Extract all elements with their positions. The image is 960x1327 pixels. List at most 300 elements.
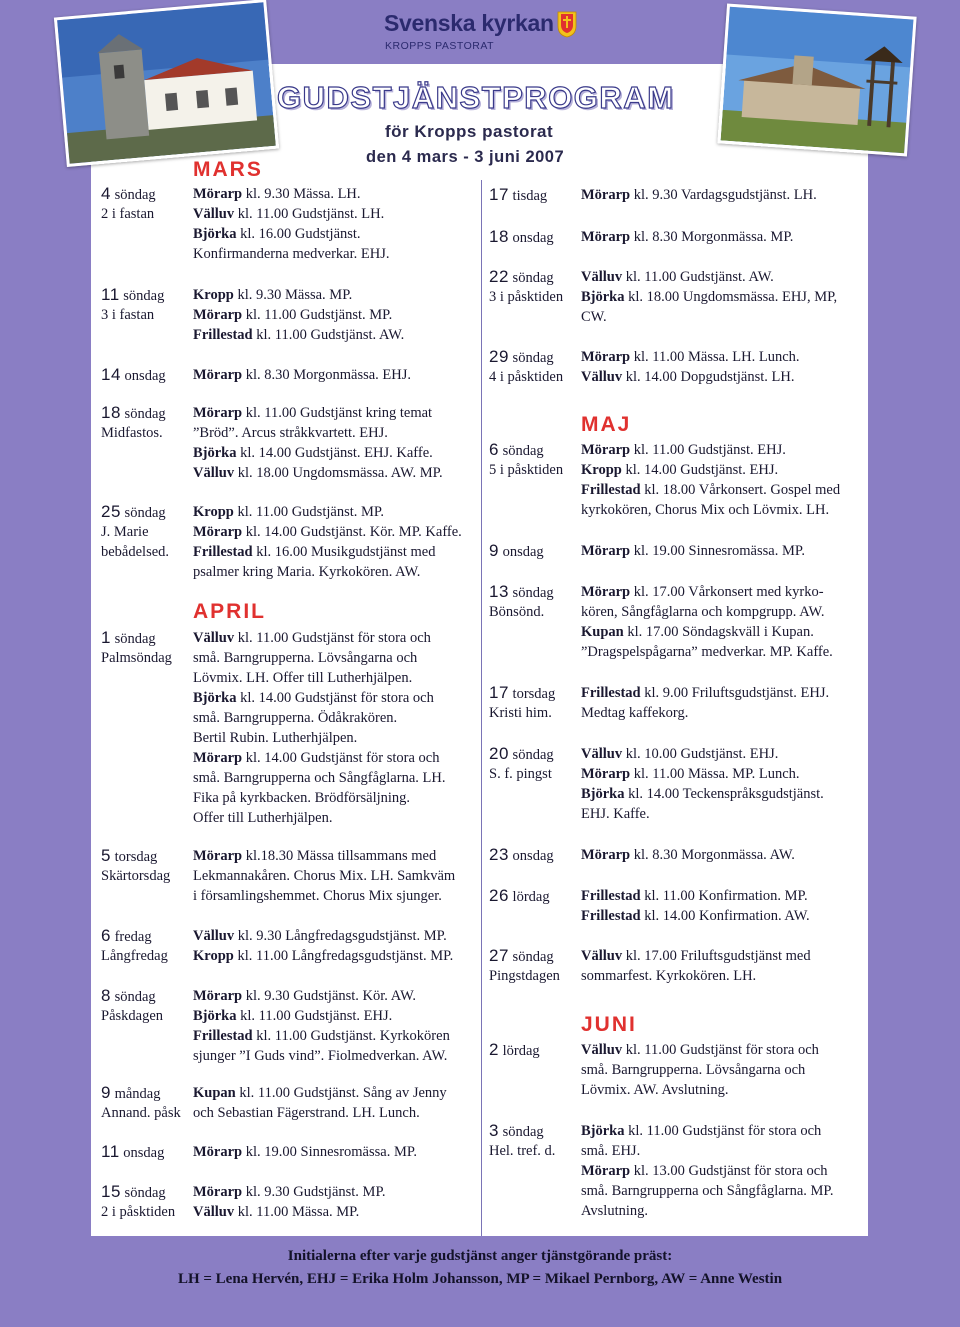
church-name: Mörarp (581, 349, 631, 365)
entry-services (193, 285, 404, 345)
entry-services (193, 365, 411, 385)
church-photo-right (717, 4, 916, 157)
entry-date (489, 1121, 544, 1142)
entry-feast-day: S. f. pingst (489, 766, 552, 782)
entry-date (101, 986, 156, 1007)
entry-feast-day: 2 i fastan (101, 206, 155, 222)
entry-date (101, 1182, 166, 1203)
entry-services (581, 582, 833, 662)
entry-feast-day: Kristi him. (489, 705, 552, 721)
entry-weekday: lördag (498, 1043, 540, 1059)
service-line (581, 845, 795, 865)
entry-services (193, 403, 443, 483)
service-details: sommarfest. Kyrkokören. LH. (581, 968, 757, 984)
entry-date (489, 541, 544, 562)
church-name: Björka (581, 1123, 625, 1139)
entry-day-number: 20 (489, 744, 509, 763)
entry-services (193, 1142, 417, 1162)
service-line (193, 768, 445, 788)
service-line (581, 784, 824, 804)
service-details: kl. 14.00 Teckenspråksgudstjänst. (624, 786, 824, 802)
church-name: Mörarp (581, 584, 631, 600)
service-details: Medtag kaffekorg. (581, 705, 689, 721)
entry-services (581, 845, 795, 865)
service-line (581, 307, 837, 327)
entry-date (101, 1142, 164, 1163)
service-details: ”Dragspelspågarna” medverkar. MP. Kaffe. (581, 644, 833, 660)
entry-date (489, 744, 554, 765)
service-line (193, 224, 390, 244)
entry-day-number: 9 (101, 1083, 111, 1102)
service-details: kl. 9.30 Vardagsgudstjänst. LH. (630, 187, 817, 203)
entry-weekday: söndag (120, 505, 166, 521)
service-details: kl. 18.00 Ungdomsmässa. EHJ, MP, (624, 289, 838, 305)
entry-day-number: 26 (489, 886, 509, 905)
entry-feast-day: bebådelsed. (101, 544, 170, 560)
service-details: kl. 10.00 Gudstjänst. EHJ. (622, 746, 779, 762)
service-line (581, 1121, 833, 1141)
service-line (581, 541, 805, 561)
entry-services (581, 227, 793, 247)
page-subtitle: för Kropps pastorat (385, 122, 554, 141)
entry-weekday: onsdag (498, 544, 544, 560)
church-name: Frillestad (581, 482, 641, 498)
entry-day-number: 29 (489, 347, 509, 366)
service-details: kl. 9.30 Gudstjänst. MP. (242, 1184, 386, 1200)
entry-feast-day: Skärtorsdag (101, 868, 171, 884)
service-line (193, 184, 390, 204)
service-line (581, 1040, 819, 1060)
entry-weekday: söndag (110, 989, 156, 1005)
service-line (193, 325, 404, 345)
service-details: kl. 8.30 Morgonmässa. EHJ. (242, 367, 412, 383)
service-line (581, 642, 833, 662)
entry-weekday: söndag (498, 1124, 544, 1140)
entry-date (101, 184, 156, 205)
service-details: kl. 11.00 Mässa. MP. (234, 1204, 360, 1220)
church-name: Frillestad (581, 888, 641, 904)
entry-feast-day: 2 i påsktiden (101, 1204, 176, 1220)
entry-day-number: 17 (489, 683, 509, 702)
service-details: ”Bröd”. Arcus stråkkvartett. EHJ. (193, 425, 388, 441)
service-details: kl. 11.00 Gudstjänst. AW. (622, 269, 774, 285)
service-line (193, 688, 445, 708)
service-details: Lövmix. AW. Avslutning. (581, 1082, 729, 1098)
service-details: kl. 18.00 Ungdomsmässa. AW. MP. (234, 465, 443, 481)
entry-feast-day: 5 i påsktiden (489, 462, 564, 478)
service-details: kl. 9.30 Mässa. MP. (233, 287, 353, 303)
service-line (193, 926, 453, 946)
church-name: Mörarp (193, 848, 243, 864)
service-details: kl. 11.00 Gudstjänst. LH. (234, 206, 385, 222)
entry-day-number: 1 (101, 628, 111, 647)
church-name: Mörarp (193, 750, 243, 766)
service-line (193, 708, 445, 728)
church-name: Välluv (193, 1204, 235, 1220)
service-details: Konfirmanderna medverkar. EHJ. (193, 246, 390, 262)
service-line (581, 683, 829, 703)
service-line (581, 946, 811, 966)
month-heading-mars: MARS (193, 158, 263, 181)
service-details: kl. 16.00 Musikgudstjänst med (252, 544, 436, 560)
entry-services (193, 846, 455, 906)
entry-date (489, 347, 554, 368)
service-line (581, 367, 800, 387)
service-details: sjunger ”I Guds vind”. Fiolmedverkan. AW. (193, 1048, 448, 1064)
entry-services (581, 744, 824, 824)
service-details: kl. 11.00 Gudstjänst. AW. (252, 327, 405, 343)
entry-date (489, 845, 554, 866)
service-details: Bertil Rubin. Lutherhjälpen. (193, 730, 358, 746)
church-photo-left (54, 0, 279, 167)
service-line (193, 808, 445, 828)
entry-date (489, 440, 544, 461)
entry-weekday: tisdag (508, 188, 548, 204)
church-name: Mörarp (193, 1184, 243, 1200)
service-line (193, 668, 445, 688)
service-details: kl. 11.00 Gudstjänst. MP. (233, 504, 384, 520)
service-details: kl. 11.00 Gudstjänst kring temat (242, 405, 433, 421)
service-details: små. Barngrupperna. Lövsångarna och (581, 1062, 806, 1078)
service-line (581, 1201, 833, 1221)
month-heading-juni: JUNI (581, 1013, 637, 1036)
entry-weekday: söndag (508, 350, 554, 366)
service-line (193, 648, 445, 668)
service-details: Fika på kyrkbacken. Brödförsäljning. (193, 790, 411, 806)
service-details: kl. 11.00 Mässa. MP. Lunch. (630, 766, 800, 782)
church-name: Mörarp (193, 367, 243, 383)
service-details: kl. 14.00 Gudstjänst. Kör. MP. Kaffe. (242, 524, 462, 540)
service-details: kl. 17.00 Vårkonsert med kyrko- (630, 584, 824, 600)
entry-day-number: 6 (101, 926, 111, 945)
service-details: kl. 9.30 Mässa. LH. (242, 186, 361, 202)
entry-feast-day: Annand. påsk (101, 1105, 181, 1121)
entry-day-number: 5 (101, 846, 111, 865)
church-name: Kupan (193, 1085, 236, 1101)
service-line (581, 602, 833, 622)
service-line (581, 1141, 833, 1161)
entry-date (101, 1083, 161, 1104)
entry-day-number: 15 (101, 1182, 121, 1201)
entry-feast-day: Palmsöndag (101, 650, 172, 666)
entry-services (193, 1083, 447, 1123)
entry-weekday: söndag (508, 747, 554, 763)
service-details: kl. 14.00 Gudstjänst. EHJ. (621, 462, 779, 478)
service-details: kl. 9.00 Friluftsgudstjänst. EHJ. (640, 685, 830, 701)
service-line (193, 788, 445, 808)
service-line (581, 703, 829, 723)
entry-services (193, 1182, 386, 1222)
church-name: Välluv (581, 269, 623, 285)
entry-feast-day: 3 i påsktiden (489, 289, 564, 305)
entry-services (581, 1121, 833, 1221)
service-line (581, 500, 840, 520)
entry-date (101, 285, 164, 306)
service-details: kl. 11.00 Gudstjänst. MP. (242, 307, 393, 323)
entry-date (489, 267, 554, 288)
entry-feast-day: J. Marie (101, 524, 149, 540)
entry-services (193, 986, 450, 1066)
service-line (581, 1161, 833, 1181)
entry-day-number: 13 (489, 582, 509, 601)
entry-services (581, 185, 817, 205)
entry-feast-day: Pingstdagen (489, 968, 560, 984)
entry-date (489, 946, 554, 967)
service-line (581, 906, 810, 926)
church-name: Mörarp (581, 847, 631, 863)
church-name: Välluv (193, 928, 235, 944)
service-line (581, 480, 840, 500)
service-details: kl. 11.00 Konfirmation. MP. (640, 888, 808, 904)
service-line (193, 403, 443, 423)
service-details: kl. 19.00 Sinnesromässa. MP. (630, 543, 805, 559)
entry-feast-day: Midfastos. (101, 425, 163, 441)
entry-day-number: 11 (101, 285, 120, 304)
service-details: kl. 9.30 Gudstjänst. Kör. AW. (242, 988, 417, 1004)
entry-day-number: 6 (489, 440, 499, 459)
church-crest-icon (557, 11, 577, 38)
church-name: Välluv (193, 465, 235, 481)
service-line (581, 886, 810, 906)
service-line (193, 1046, 450, 1066)
service-line (193, 423, 443, 443)
service-details: kl. 11.00 Gudstjänst för stora och (234, 630, 431, 646)
entry-date (101, 403, 166, 424)
brand-subtitle: KROPPS PASTORAT (385, 40, 495, 52)
entry-services (193, 628, 445, 828)
service-details: kl. 17.00 Söndagskväll i Kupan. (623, 624, 814, 640)
church-name: Kropp (193, 287, 234, 303)
service-details: kl. 11.00 Gudstjänst. Sång av Jenny (235, 1085, 447, 1101)
entry-date (101, 628, 156, 649)
service-details: EHJ. Kaffe. (581, 806, 650, 822)
service-details: kl. 9.30 Långfredagsgudstjänst. MP. (234, 928, 447, 944)
entry-feast-day: Hel. tref. d. (489, 1143, 556, 1159)
entry-day-number: 18 (101, 403, 121, 422)
church-name: Frillestad (193, 1028, 253, 1044)
service-details: kören, Sångfåglarna och kompgrupp. AW. (581, 604, 825, 620)
entry-weekday: onsdag (120, 368, 166, 384)
service-line (193, 1026, 450, 1046)
entry-weekday: söndag (508, 949, 554, 965)
service-line (581, 966, 811, 986)
church-name: Välluv (581, 948, 623, 964)
church-name: Björka (193, 226, 237, 242)
church-name: Frillestad (581, 685, 641, 701)
svenska-kyrkan-logo (384, 10, 584, 54)
entry-feast-day: 4 i påsktiden (489, 369, 564, 385)
service-line (193, 1103, 447, 1123)
service-line (581, 764, 824, 784)
service-line (193, 1182, 386, 1202)
service-details: kl. 11.00 Gudstjänst för stora och (622, 1042, 819, 1058)
service-details: kyrkokören, Chorus Mix och Lövmix. LH. (581, 502, 830, 518)
service-line (581, 440, 840, 460)
service-line (581, 460, 840, 480)
church-name: Mörarp (581, 229, 631, 245)
service-details: kl. 11.00 Mässa. LH. Lunch. (630, 349, 800, 365)
service-line (193, 886, 455, 906)
service-line (193, 522, 462, 542)
entry-weekday: lördag (508, 889, 550, 905)
service-line (193, 748, 445, 768)
service-details: små. Barngrupperna och Sångfåglarna. LH. (193, 770, 446, 786)
column-divider (481, 180, 482, 1236)
entry-weekday: fredag (110, 929, 152, 945)
service-line (193, 463, 443, 483)
service-line (193, 866, 455, 886)
church-name: Mörarp (581, 442, 631, 458)
service-details: kl. 14.00 Gudstjänst för stora och (242, 750, 440, 766)
page-title: GUDSTJÄNSTPROGRAM (277, 80, 675, 115)
service-details: och Sebastian Fägerstrand. LH. Lunch. (193, 1105, 420, 1121)
entry-day-number: 3 (489, 1121, 499, 1140)
entry-date (101, 502, 166, 523)
entry-weekday: söndag (508, 585, 554, 601)
entry-weekday: söndag (110, 187, 156, 203)
service-line (581, 1080, 819, 1100)
church-name: Mörarp (193, 405, 243, 421)
month-heading-april: APRIL (193, 600, 266, 623)
entry-day-number: 11 (101, 1142, 120, 1161)
service-line (581, 744, 824, 764)
service-line (581, 1181, 833, 1201)
entry-weekday: söndag (498, 443, 544, 459)
service-details: små. Barngrupperna. Lövsångarna och (193, 650, 418, 666)
entry-weekday: torsdag (508, 686, 556, 702)
church-name: Mörarp (581, 766, 631, 782)
service-line (581, 287, 837, 307)
church-name: Mörarp (193, 1144, 243, 1160)
entry-day-number: 9 (489, 541, 499, 560)
entry-day-number: 17 (489, 185, 509, 204)
church-name: Mörarp (581, 1163, 631, 1179)
church-name: Frillestad (581, 908, 641, 924)
service-line (193, 502, 462, 522)
entry-day-number: 25 (101, 502, 121, 521)
service-details: kl. 17.00 Friluftsgudstjänst med (622, 948, 811, 964)
entry-weekday: söndag (110, 631, 156, 647)
church-name: Björka (193, 690, 237, 706)
entry-day-number: 2 (489, 1040, 499, 1059)
church-name: Kropp (193, 504, 234, 520)
entry-services (581, 347, 800, 387)
entry-date (489, 683, 555, 704)
service-line (193, 305, 404, 325)
church-name: Frillestad (193, 327, 253, 343)
service-details: kl. 14.00 Gudstjänst. EHJ. Kaffe. (236, 445, 433, 461)
service-details: psalmer kring Maria. Kyrkokören. AW. (193, 564, 421, 580)
service-line (193, 728, 445, 748)
entry-day-number: 14 (101, 365, 121, 384)
service-details: kl. 11.00 Gudstjänst. EHJ. (630, 442, 786, 458)
service-line (193, 204, 390, 224)
service-line (581, 267, 837, 287)
footer-legend-names: LH = Lena Hervén, EHJ = Erika Holm Johansson, MP = Mikael Pernborg, AW = Anne Westin (177, 1271, 783, 1287)
service-line (581, 347, 800, 367)
service-details: Lekmannakåren. Chorus Mix. LH. Samkväm (193, 868, 456, 884)
entry-date (489, 227, 554, 248)
church-name: Björka (193, 1008, 237, 1024)
entry-date (489, 1040, 540, 1061)
service-details: kl. 8.30 Morgonmässa. MP. (630, 229, 794, 245)
entry-day-number: 8 (101, 986, 111, 1005)
church-name: Björka (193, 445, 237, 461)
church-name: Mörarp (581, 187, 631, 203)
entry-services (193, 502, 462, 582)
service-line (193, 1006, 450, 1026)
service-details: i församlingshemmet. Chorus Mix sjunger. (193, 888, 442, 904)
entry-weekday: onsdag (508, 848, 554, 864)
church-name: Kropp (581, 462, 622, 478)
service-line (193, 562, 462, 582)
entry-weekday: onsdag (119, 1145, 165, 1161)
entry-date (489, 185, 547, 206)
service-line (193, 1142, 417, 1162)
church-name: Björka (581, 289, 625, 305)
entry-services (193, 926, 453, 966)
service-line (193, 285, 404, 305)
service-line (193, 628, 445, 648)
service-line (193, 1083, 447, 1103)
service-line (193, 443, 443, 463)
church-name: Välluv (193, 630, 235, 646)
entry-weekday: söndag (120, 406, 166, 422)
entry-weekday: torsdag (110, 849, 158, 865)
service-details: kl. 18.00 Vårkonsert. Gospel med (640, 482, 841, 498)
church-name: Välluv (581, 1042, 623, 1058)
church-name: Mörarp (193, 988, 243, 1004)
service-details: kl. 11.00 Gudstjänst för stora och (624, 1123, 822, 1139)
service-line (581, 804, 824, 824)
service-line (581, 582, 833, 602)
entry-weekday: söndag (508, 270, 554, 286)
entry-services (581, 541, 805, 561)
service-line (193, 542, 462, 562)
entry-day-number: 23 (489, 845, 509, 864)
entry-weekday: söndag (120, 1185, 166, 1201)
entry-services (193, 184, 390, 264)
service-details: kl.18.30 Mässa tillsammans med (242, 848, 437, 864)
entry-weekday: måndag (110, 1086, 161, 1102)
service-details: små. EHJ. (581, 1143, 641, 1159)
service-details: kl. 11.00 Långfredagsgudstjänst. MP. (233, 948, 454, 964)
church-name: Mörarp (193, 186, 243, 202)
month-heading-maj: MAJ (581, 413, 632, 436)
entry-date (489, 886, 550, 907)
entry-feast-day: 3 i fastan (101, 307, 155, 323)
church-name: Björka (581, 786, 625, 802)
service-details: kl. 13.00 Gudstjänst för stora och (630, 1163, 828, 1179)
service-details: Offer till Lutherhjälpen. (193, 810, 333, 826)
entry-services (581, 946, 811, 986)
entry-day-number: 4 (101, 184, 111, 203)
church-name: Välluv (581, 746, 623, 762)
entry-date (101, 365, 166, 386)
entry-services (581, 440, 840, 520)
service-details: kl. 11.00 Gudstjänst. Kyrkokören (252, 1028, 450, 1044)
service-line (581, 1060, 819, 1080)
church-name: Mörarp (581, 543, 631, 559)
church-name: Mörarp (193, 524, 243, 540)
service-line (193, 365, 411, 385)
service-line (193, 244, 390, 264)
entry-date (489, 582, 554, 603)
service-line (581, 622, 833, 642)
service-details: kl. 16.00 Gudstjänst. (236, 226, 361, 242)
footer-legend-title: Initialerna efter varje gudstjänst anger tjänstgörande präst: (287, 1248, 673, 1264)
service-details: kl. 14.00 Konfirmation. AW. (640, 908, 810, 924)
